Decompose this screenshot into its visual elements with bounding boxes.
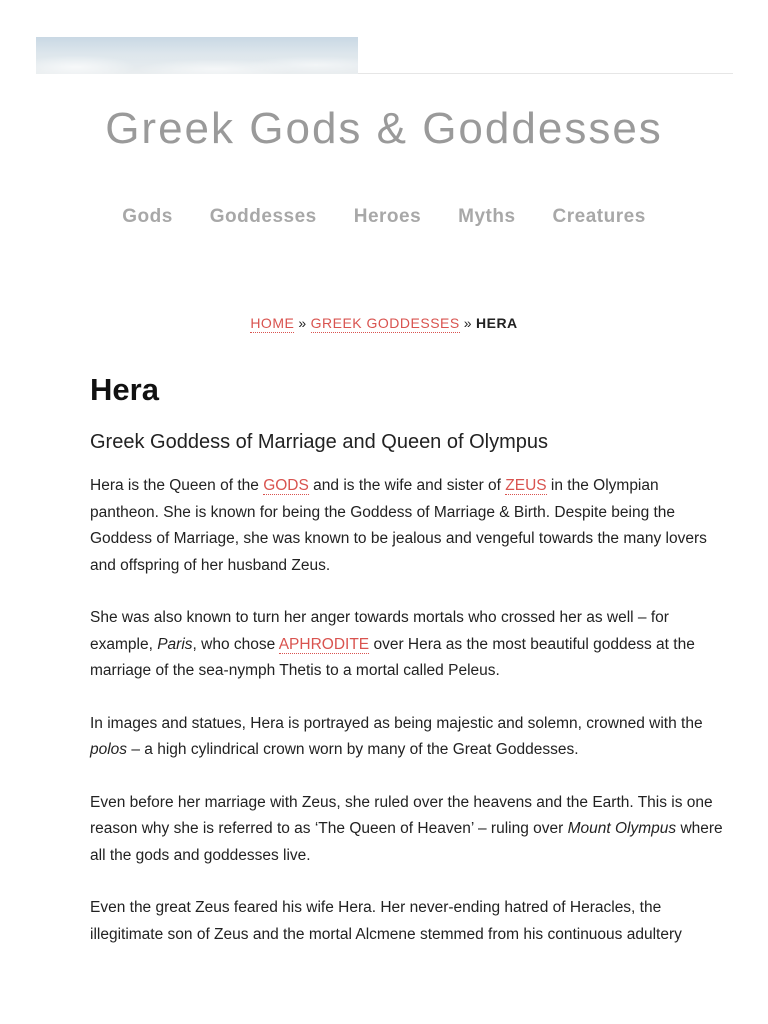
paragraph-text: , who chose	[192, 635, 279, 653]
nav-item-gods[interactable]: Gods	[122, 206, 173, 227]
nav-item-myths[interactable]: Myths	[458, 206, 516, 227]
article-paragraph-1	[90, 473, 730, 579]
article-paragraph-5	[90, 895, 730, 948]
article-paragraph-4	[90, 790, 730, 870]
paragraph-text: Even the great Zeus feared his wife Hera. Her never-ending hatred of Heracles, the illegitimate son of Zeus and the mortal Alcmene stemmed from his continuous adultery	[90, 899, 682, 943]
paragraph-text: and is the wife and sister of	[308, 477, 506, 494]
paragraph-text: She was also known to turn her anger towards mortals who crossed her as well – for example,	[90, 609, 669, 653]
header-divider	[358, 73, 733, 74]
paragraph-text: where all the gods and goddesses live.	[90, 820, 723, 864]
article-content	[90, 370, 730, 948]
site-title[interactable]: Greek Gods & Goddesses	[105, 104, 663, 153]
breadcrumb	[0, 315, 768, 331]
main-nav	[0, 206, 768, 228]
aphrodite-link[interactable]: APHRODITE	[278, 635, 370, 653]
mount-olympus-emphasis: Mount Olympus	[567, 820, 677, 837]
zeus-link[interactable]: ZEUS	[505, 477, 547, 494]
page-title: Hera	[90, 372, 159, 407]
paragraph-text: In images and statues, Hera is portrayed as being majestic and solemn, crowned with the	[90, 714, 703, 732]
paris-emphasis: Paris	[157, 635, 193, 653]
paragraph-text: over Hera as the most beautiful goddess at the marriage of the sea-nymph Thetis to a mortal called Peleus.	[90, 635, 695, 679]
article-paragraph-3	[90, 711, 730, 764]
header-banner-image	[36, 37, 358, 74]
nav-item-heroes[interactable]: Heroes	[353, 206, 422, 227]
article-paragraph-2	[90, 605, 730, 685]
paragraph-text: Even before her marriage with Zeus, she ruled over the heavens and the Earth. This is one reason why she is referred to as ‘The Queen of Heaven’ – ruling over	[90, 793, 713, 837]
page-subtitle: Greek Goddess of Marriage and Queen of Olympus	[90, 431, 549, 453]
nav-item-creatures[interactable]: Creatures	[552, 206, 646, 227]
polos-emphasis: polos	[90, 741, 128, 758]
gods-link[interactable]: GODS	[263, 477, 309, 494]
paragraph-text: – a high cylindrical crown worn by many of the Great Goddesses.	[127, 741, 579, 758]
paragraph-text: in the Olympian pantheon. She is known for being the Goddess of Marriage & Birth. Despite being the Goddess of Marriage, she was known to be jealous and vengeful towards the many lovers and offspring of her husband Zeus.	[90, 477, 707, 574]
breadcrumb-greek-goddesses-link[interactable]: GREEK GODDESSES	[310, 315, 460, 331]
breadcrumb-separator: »	[298, 315, 307, 331]
breadcrumb-home-link[interactable]: HOME	[250, 315, 295, 331]
breadcrumb-separator: »	[463, 315, 472, 331]
paragraph-text: Hera is the Queen of the	[90, 477, 264, 494]
breadcrumb-current: HERA	[476, 315, 518, 331]
nav-item-goddesses[interactable]: Goddesses	[209, 206, 317, 227]
